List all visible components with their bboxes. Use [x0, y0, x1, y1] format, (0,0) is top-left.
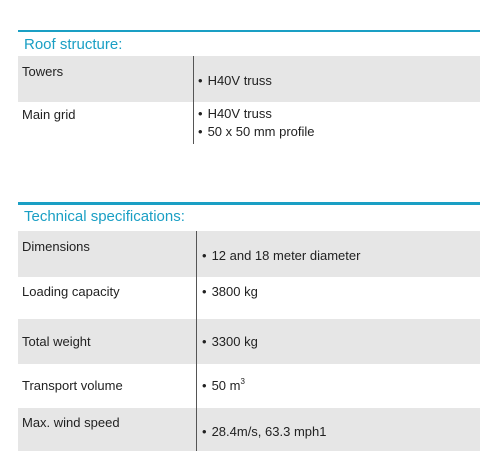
row-values-total-weight [202, 333, 258, 351]
column-divider [193, 56, 194, 102]
table-row-loading-capacity [18, 277, 480, 319]
row-label-dimensions: Dimensions [22, 239, 90, 254]
row-label-max-wind-speed: Max. wind speed [22, 415, 120, 430]
column-divider [196, 364, 197, 408]
section-title-roof-structure: Roof structure: [18, 30, 480, 54]
row-values-loading-capacity [202, 283, 258, 301]
row-value [202, 377, 245, 395]
row-value: • H40V truss [198, 72, 272, 90]
row-values-max-wind-speed [202, 423, 326, 441]
row-label-total-weight: Total weight [22, 334, 91, 349]
row-value: • 12 and 18 meter diameter [202, 247, 360, 265]
row-values-towers [198, 72, 272, 90]
table-row-dimensions [18, 231, 480, 277]
technical-specifications-section [18, 202, 480, 451]
table-row-transport-volume [18, 364, 480, 408]
column-divider [196, 408, 197, 451]
row-value: • 3800 kg [202, 283, 258, 301]
row-label-transport-volume: Transport volume [22, 378, 123, 393]
row-value: • 28.4m/s, 63.3 mph1 [202, 423, 326, 441]
row-label-main-grid: Main grid [22, 107, 76, 122]
row-values-dimensions [202, 247, 360, 265]
table-row-towers [18, 56, 480, 102]
row-values-main-grid [198, 105, 315, 141]
column-divider [196, 319, 197, 364]
row-value: • H40V truss [198, 105, 315, 123]
roof-structure-section [18, 30, 480, 144]
row-label-loading-capacity: Loading capacity [22, 284, 120, 299]
column-divider [196, 231, 197, 277]
table-row-total-weight [18, 319, 480, 364]
superscript-cubed: 3 [240, 376, 245, 386]
column-divider [193, 102, 194, 144]
row-value: • 3300 kg [202, 333, 258, 351]
table-row-main-grid [18, 102, 480, 144]
column-divider [196, 277, 197, 319]
row-value: • 50 x 50 mm profile [198, 123, 315, 141]
table-row-max-wind-speed [18, 408, 480, 451]
section-title-technical-specifications: Technical specifications: [18, 202, 480, 226]
row-values-transport-volume [202, 377, 245, 395]
row-label-towers: Towers [22, 64, 64, 79]
row-value-text: 50 m [211, 378, 241, 393]
